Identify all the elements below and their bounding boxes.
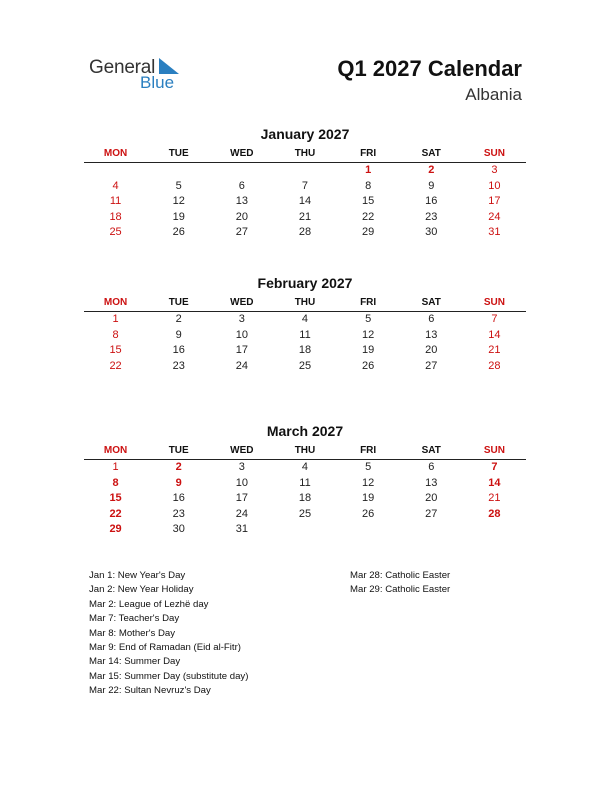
holiday-entry: Mar 7: Teacher's Day <box>89 613 180 625</box>
day-cell: 5 <box>175 179 182 192</box>
day-cell: 24 <box>235 359 248 372</box>
day-cell: 7 <box>491 313 498 325</box>
day-cell: 3 <box>491 164 498 176</box>
day-cell: 14 <box>488 328 501 341</box>
month-title: February 2027 <box>257 275 353 291</box>
day-cell: 31 <box>488 226 501 239</box>
day-cell: 24 <box>488 210 501 223</box>
holiday-entry: Mar 8: Mother's Day <box>89 627 176 639</box>
month-block <box>84 125 526 241</box>
day-cell: 28 <box>488 359 501 372</box>
day-cell: 21 <box>488 492 501 505</box>
weekday-header-row <box>84 294 526 312</box>
day-cell: 8 <box>112 328 119 341</box>
weekday-header: SUN <box>483 445 505 456</box>
week-row <box>84 210 526 226</box>
day-cell <box>463 522 526 538</box>
day-cell: 30 <box>425 226 438 239</box>
day-cell <box>273 522 336 538</box>
weekday-header: MON <box>103 297 128 308</box>
day-cell: 6 <box>428 313 435 325</box>
day-cell: 10 <box>235 328 248 341</box>
day-cell: 8 <box>365 179 372 192</box>
day-cell <box>84 163 147 179</box>
day-cell: 6 <box>428 461 435 473</box>
day-cell: 29 <box>109 523 122 536</box>
month-title: January 2027 <box>260 126 350 142</box>
holiday-entry: Mar 22: Sultan Nevruz's Day <box>89 685 211 697</box>
day-cell: 28 <box>488 507 501 520</box>
day-cell: 7 <box>301 179 309 192</box>
day-cell: 1 <box>365 164 372 176</box>
day-cell: 12 <box>362 476 375 489</box>
holiday-list-right <box>350 569 450 598</box>
day-cell: 16 <box>172 344 185 357</box>
day-cell: 22 <box>109 359 122 372</box>
day-cell: 25 <box>298 359 312 372</box>
day-cell: 27 <box>425 359 438 372</box>
week-row <box>84 522 526 538</box>
day-cell: 27 <box>235 226 248 239</box>
day-cell: 23 <box>172 359 185 372</box>
weekday-header-row <box>84 145 526 163</box>
weekday-header: FRI <box>360 445 377 456</box>
day-cell: 30 <box>172 523 185 536</box>
week-row <box>84 179 526 195</box>
weekday-header: TUE <box>168 148 189 159</box>
day-cell: 21 <box>298 210 312 223</box>
day-cell: 22 <box>109 507 122 520</box>
day-cell: 7 <box>491 461 498 473</box>
weekday-header: THU <box>294 445 316 456</box>
day-cell: 13 <box>425 476 438 489</box>
weekday-header: TUE <box>168 297 189 308</box>
week-row <box>84 194 526 210</box>
day-cell: 10 <box>235 476 248 489</box>
day-cell: 5 <box>365 461 372 473</box>
day-cell: 3 <box>238 313 245 325</box>
logo-triangle-icon <box>159 58 179 74</box>
weekday-header: SUN <box>483 297 505 308</box>
weekday-header: SAT <box>421 297 441 308</box>
weekday-header: TUE <box>168 445 189 456</box>
week-row <box>84 476 526 492</box>
week-row <box>84 328 526 344</box>
weekday-header: WED <box>230 148 254 159</box>
weekday-header: THU <box>294 148 316 159</box>
day-cell: 14 <box>298 195 312 208</box>
day-cell: 10 <box>488 179 501 192</box>
day-cell: 18 <box>298 492 312 505</box>
day-cell: 20 <box>425 492 438 505</box>
holiday-entry: Mar 29: Catholic Easter <box>350 584 451 596</box>
day-cell: 11 <box>299 476 311 489</box>
day-cell: 25 <box>109 226 122 239</box>
day-cell: 4 <box>112 179 119 192</box>
weekday-header: THU <box>294 297 316 308</box>
weekday-header: FRI <box>360 297 377 308</box>
day-cell: 25 <box>298 507 312 520</box>
day-cell: 26 <box>362 507 375 520</box>
day-cell: 16 <box>172 492 185 505</box>
day-cell: 4 <box>301 313 309 325</box>
holiday-entry: Mar 9: End of Ramadan (Eid al-Fitr) <box>89 641 241 653</box>
day-cell: 17 <box>235 492 248 505</box>
day-cell: 11 <box>109 195 122 208</box>
day-cell: 17 <box>235 344 248 357</box>
day-cell: 9 <box>175 328 182 341</box>
week-row <box>84 507 526 523</box>
month-title: March 2027 <box>266 423 344 439</box>
day-cell: 26 <box>362 359 375 372</box>
day-cell: 19 <box>362 344 375 357</box>
day-cell: 28 <box>298 226 312 239</box>
day-cell: 8 <box>112 476 119 489</box>
week-row <box>84 343 526 359</box>
day-cell <box>337 522 400 538</box>
weekday-header: WED <box>230 445 254 456</box>
day-cell: 19 <box>172 210 185 223</box>
day-cell: 1 <box>112 313 119 325</box>
week-row <box>84 460 526 476</box>
day-cell: 5 <box>365 313 372 325</box>
weekday-header: SAT <box>421 445 441 456</box>
day-cell: 19 <box>362 492 375 505</box>
day-cell: 21 <box>488 344 501 357</box>
day-cell: 13 <box>235 195 248 208</box>
day-cell <box>273 163 336 179</box>
day-cell: 20 <box>425 344 438 357</box>
day-cell: 29 <box>362 226 375 239</box>
weekday-header: MON <box>103 445 128 456</box>
day-cell: 9 <box>175 476 182 489</box>
day-cell: 27 <box>425 507 438 520</box>
day-cell: 6 <box>238 179 245 192</box>
weekday-header: MON <box>103 148 128 159</box>
day-cell: 13 <box>425 328 438 341</box>
day-cell: 2 <box>428 164 435 176</box>
day-cell: 18 <box>109 210 122 223</box>
holiday-entry: Mar 14: Summer Day <box>89 656 181 668</box>
holiday-entry: Mar 28: Catholic Easter <box>350 570 451 581</box>
page-title: Q1 2027 Calendar <box>337 56 522 81</box>
month-block <box>84 422 526 538</box>
holiday-list-left <box>89 569 248 699</box>
day-cell <box>210 163 273 179</box>
day-cell: 26 <box>172 226 185 239</box>
day-cell: 12 <box>362 328 375 341</box>
day-cell: 3 <box>238 461 245 473</box>
day-cell <box>400 522 463 538</box>
day-cell: 12 <box>172 195 185 208</box>
day-cell: 2 <box>175 461 182 473</box>
weekday-header: SUN <box>483 148 505 159</box>
day-cell <box>147 163 210 179</box>
week-row <box>84 225 526 241</box>
day-cell: 15 <box>362 195 375 208</box>
holiday-entry: Mar 2: League of Lezhë day <box>89 598 209 610</box>
country-name: Albania <box>465 85 522 104</box>
day-cell: 22 <box>362 210 375 223</box>
day-cell: 23 <box>172 507 185 520</box>
weekday-header: SAT <box>421 148 441 159</box>
logo-text-blue: Blue <box>140 73 175 92</box>
weekday-header: FRI <box>360 148 377 159</box>
weekday-header-row <box>84 442 526 460</box>
day-cell: 9 <box>428 179 435 192</box>
day-cell: 24 <box>235 507 248 520</box>
day-cell: 4 <box>301 461 309 473</box>
week-row <box>84 312 526 328</box>
day-cell: 20 <box>235 210 248 223</box>
day-cell: 18 <box>298 344 312 357</box>
day-cell: 1 <box>112 461 119 473</box>
day-cell: 23 <box>425 210 438 223</box>
day-cell: 15 <box>109 492 122 505</box>
logo-text-general: General <box>89 57 156 78</box>
day-cell: 2 <box>175 313 182 325</box>
day-cell: 14 <box>488 476 501 489</box>
holiday-entry: Mar 15: Summer Day (substitute day) <box>89 670 249 682</box>
day-cell: 15 <box>109 344 122 357</box>
holiday-entry: Jan 1: New Year's Day <box>89 570 186 581</box>
week-row <box>84 491 526 507</box>
day-cell: 31 <box>235 523 248 536</box>
week-row <box>84 359 526 375</box>
weekday-header: WED <box>230 297 254 308</box>
day-cell: 11 <box>299 328 311 341</box>
week-row <box>84 163 526 179</box>
day-cell: 16 <box>425 195 438 208</box>
holiday-entry: Jan 2: New Year Holiday <box>89 584 194 596</box>
month-block <box>84 274 526 374</box>
brand-logo <box>89 57 209 93</box>
day-cell: 17 <box>488 195 501 208</box>
